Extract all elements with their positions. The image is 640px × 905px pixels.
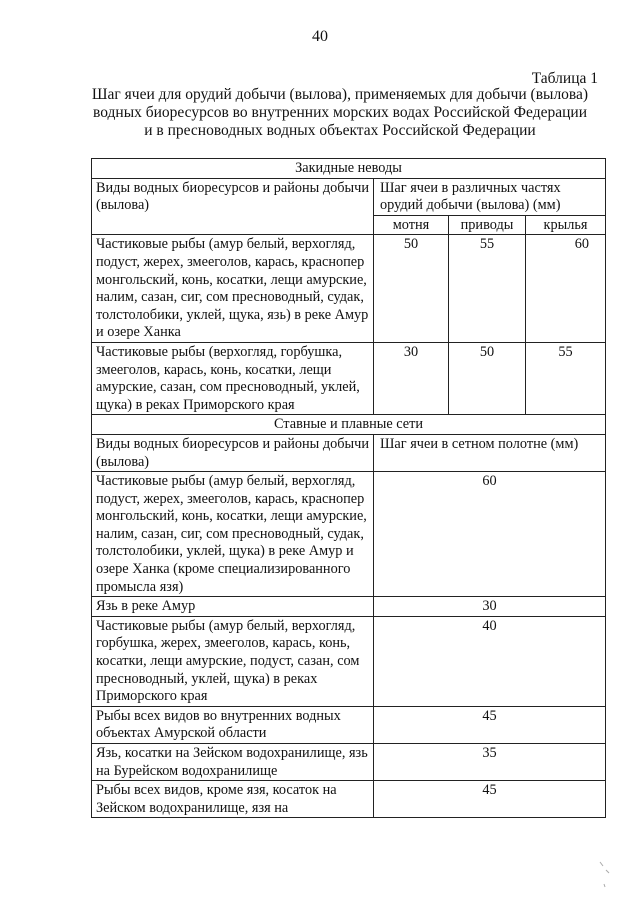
species-cell: Частиковые рыбы (амур белый, верхогляд, подуст, жерех, змееголов, карась, краснопер монгольский, конь, косатки, лещи амурские, налим, сазан, сиг, сом пресноводный, судак, толстолобики, уклей, щука) в реке Амур и озере Ханка (кроме специализированного промысла язя)	[92, 472, 374, 597]
value-privody: 50	[449, 342, 526, 414]
value-cell: 40	[374, 616, 606, 706]
species-cell: Язь в реке Амур	[92, 597, 374, 617]
page-number: 40	[312, 28, 328, 45]
section-title-nets: Ставные и плавные сети	[92, 415, 606, 435]
table-row	[92, 744, 606, 781]
col-header-species: Виды водных биоресурсов и районы добычи (вылова)	[92, 178, 374, 235]
column-header-row	[92, 434, 606, 471]
sub-header-krylya: крылья	[526, 215, 606, 235]
value-cell: 45	[374, 781, 606, 818]
section-header-row	[92, 415, 606, 435]
table-row	[92, 706, 606, 743]
value-privody: 55	[449, 235, 526, 343]
column-header-row	[92, 178, 606, 215]
value-krylya: 60	[526, 235, 606, 343]
sub-header-motnya: мотня	[374, 215, 449, 235]
table-row	[92, 616, 606, 706]
species-cell: Рыбы всех видов, кроме язя, косаток на Зейском водохранилище, язя на	[92, 781, 374, 818]
title-line: Шаг ячеи для орудий добычи (вылова), применяемых для добычи (вылова)	[91, 86, 589, 103]
value-cell: 30	[374, 597, 606, 617]
value-motnya: 50	[374, 235, 449, 343]
mesh-size-table	[91, 158, 606, 818]
value-cell: 60	[374, 472, 606, 597]
col-header-species: Виды водных биоресурсов и районы добычи (вылова)	[92, 434, 374, 471]
section-header-row	[92, 159, 606, 179]
table-row	[92, 781, 606, 818]
title-line: и в пресноводных водных объектах Российской Федерации	[144, 122, 536, 139]
scan-marks	[598, 860, 612, 892]
sub-header-privody: приводы	[449, 215, 526, 235]
col-header-mesh-net: Шаг ячеи в сетном полотне (мм)	[374, 434, 606, 471]
species-cell: Частиковые рыбы (верхогляд, горбушка, змееголов, карась, конь, косатки, лещи амурские, сазан, сом пресноводный, уклей, щука) в реках Приморского края	[92, 342, 374, 414]
table-row	[92, 472, 606, 597]
table-row	[92, 597, 606, 617]
species-cell: Язь, косатки на Зейском водохранилище, язь на Бурейском водохранилище	[92, 744, 374, 781]
value-krylya: 55	[526, 342, 606, 414]
table-row	[92, 235, 606, 343]
title-line: водных биоресурсов во внутренних морских водах Российской Федерации	[93, 104, 587, 121]
value-cell: 45	[374, 706, 606, 743]
species-cell: Рыбы всех видов во внутренних водных объектах Амурской области	[92, 706, 374, 743]
species-cell: Частиковые рыбы (амур белый, верхогляд, подуст, жерех, змееголов, карась, краснопер монгольский, конь, косатки, лещи амурские, налим, сазан, сиг, сом пресноводный, судак, толстолобики, уклей, щука, язь) в реке Амур и озере Ханка	[92, 235, 374, 343]
scan-speck-icon	[598, 860, 612, 890]
col-header-mesh-parts: Шаг ячеи в различных частях орудий добычи (вылова) (мм)	[374, 178, 606, 215]
value-cell: 35	[374, 744, 606, 781]
table-label: Таблица 1	[531, 70, 598, 87]
species-cell: Частиковые рыбы (амур белый, верхогляд, горбушка, жерех, змееголов, карась, конь, косатки, лещи амурские, подуст, сазан, сом пресноводный, уклей, щука) в реках Приморского края	[92, 616, 374, 706]
table-title	[60, 86, 620, 140]
section-title-seines: Закидные неводы	[92, 159, 606, 179]
value-motnya: 30	[374, 342, 449, 414]
table-row	[92, 342, 606, 414]
